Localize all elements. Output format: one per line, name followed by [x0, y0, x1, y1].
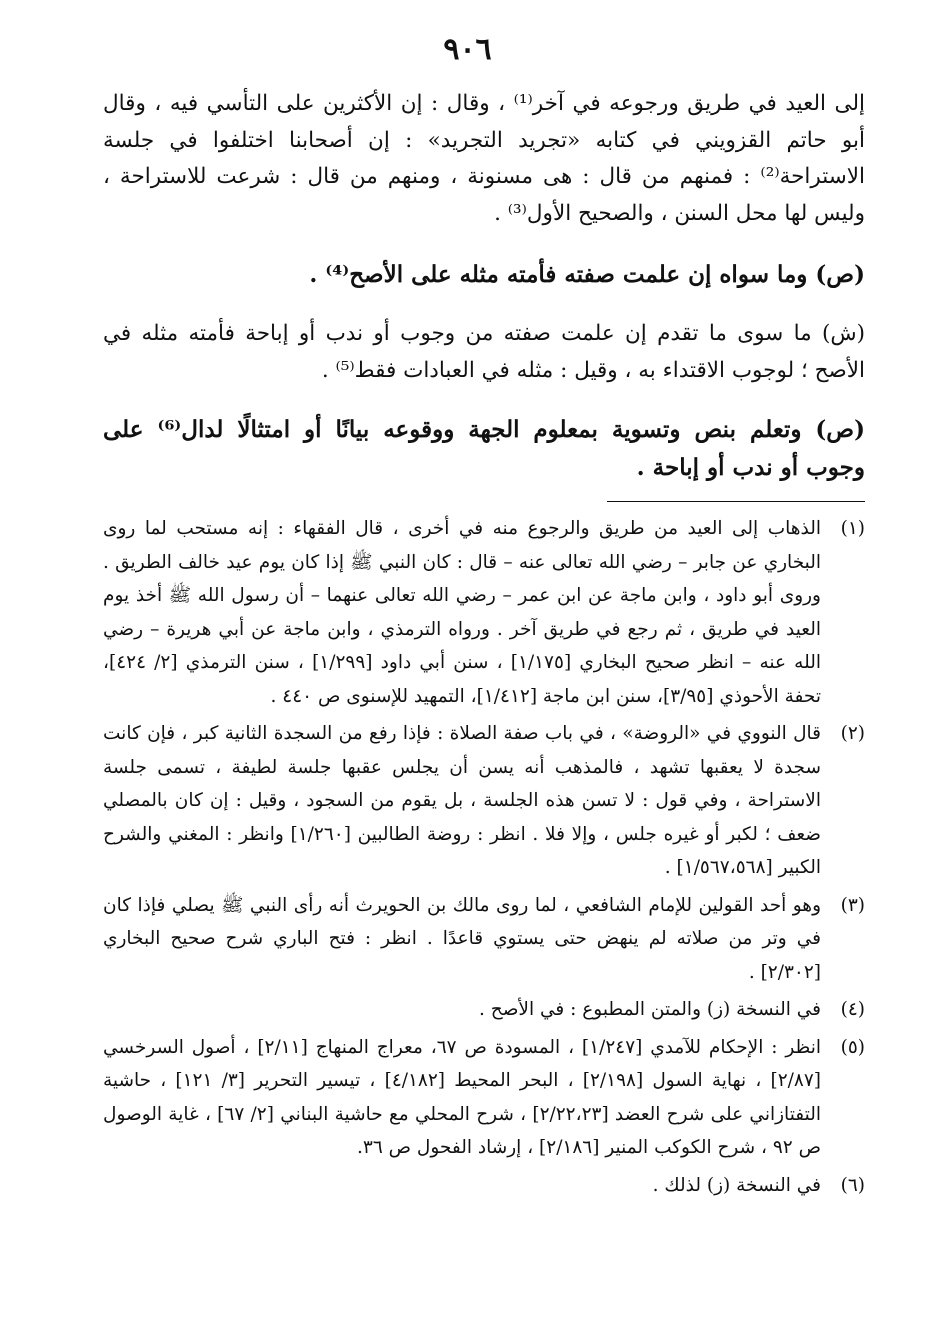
- matn-paragraph-1: (ص) وما سواه إن علمت صفته فأمته مثله على الأصح⁽⁴⁾ .: [309, 261, 865, 288]
- footnote-number: (١): [840, 518, 865, 539]
- footnote-5: [103, 1031, 865, 1165]
- footnote-number: (٦): [840, 1174, 865, 1196]
- footnote-1: [103, 512, 865, 713]
- page-number: ٩٠٦: [443, 32, 492, 67]
- matn-paragraph-2: (ص) وتعلم بنص وتسوية بمعلوم الجهة ووقوعه بيانًا أو امتثالًا لدال⁽⁶⁾ على وجوب أو ندب أو إباحة .: [103, 416, 865, 481]
- footnote-number: (٥): [840, 1036, 865, 1058]
- footnotes: [103, 512, 865, 1202]
- footnote-text: الذهاب إلى العيد من طريق والرجوع منه في أخرى ، قال الفقهاء : إنه مستحب لما روى البخاري عن جابر – رضي الله تعالى عنه – قال : كان النبي ﷺ إذا كان يوم عيد خالف الطريق . وروى أبو داود ، وابن ماجة عن ابن عمر – رضي الله تعالى عنهما – أن رسول الله ﷺ أخذ يوم العيد في طريق ، ثم رجع في طريق آخر . ورواه الترمذي ، وابن ماجة عن أبي هريرة – رضي الله عنه – انظر صحيح البخاري [١/١٧٥] ، سنن أبي داود [١/٢٩٩] ، سنن الترمذي [٢/ ٤٢٤]، تحفة الأحوذي [٣/٩٥]، سنن ابن ماجة [١/٤١٢]، التمهيد للإسنوى ص ٤٤٠ .: [103, 518, 821, 707]
- footnote-number: (٣): [840, 894, 865, 916]
- footnote-text: في النسخة (ز) والمتن المطبوع : في الأصح .: [478, 999, 821, 1020]
- footnote-text: قال النووي في «الروضة» ، في باب صفة الصلاة : فإذا رفع من السجدة الثانية كبر ، فإن كانت سجدة لا يعقبها تشهد ، فالمذهب أنه يسن أن يجلس عقبها جلسة لطيفة ، تسمى جلسة الاستراحة ، وفي قول : لا تسن هذه الجلسة ، بل يقوم من السجود ، وقيل : إن كان بالمصلي ضعف ؛ لكبر أو غيره جلس ، وإلا فلا . انظر : روضة الطالبين [١/٢٦٠] وانظر : المغني والشرح الكبير [١/٥٦٧،٥٦٨] .: [103, 723, 822, 878]
- footnote-2: [103, 717, 865, 885]
- footnote-separator: [607, 501, 865, 502]
- footnote-3: [103, 889, 865, 990]
- footnote-6: [103, 1169, 865, 1203]
- footnote-4: [103, 993, 865, 1027]
- footnote-number: (٤): [840, 999, 865, 1020]
- main-text: [103, 86, 865, 1206]
- main-paragraph-1: إلى العيد في طريق ورجوعه في آخر⁽¹⁾ ، وقال : إن الأكثرين على التأسي فيه ، وقال أبو حاتم القزويني في كتابه «تجريد التجريد» : إن أصحابنا اختلفوا في جلسة الاستراحة⁽²⁾ : فمنهم من قال : هى مسنونة ، ومنهم من قال : شرعت للاستراحة ، وليس لها محل السنن ، والصحيح الأول⁽³⁾ .: [103, 91, 865, 226]
- footnote-text: انظر : الإحكام للآمدي [١/٢٤٧] ، المسودة ص ٦٧، معراج المنهاج [٢/١١] ، أصول السرخسي [٢/٨٧] ، نهاية السول [٢/١٩٨] ، البحر المحيط [٤/١٨٢] ، تيسير التحرير [٣/ ١٢١] ، حاشية التفتازاني على شرح العضد [٢/٢٢،٢٣] ، شرح المحلي مع حاشية البناني [٢/ ٦٧] ، غاية الوصول ص ٩٢ ، شرح الكوكب المنير [٢/١٨٦] ، إرشاد الفحول ص ٣٦.: [103, 1036, 822, 1158]
- footnote-number: (٢): [840, 723, 865, 744]
- footnote-text: في النسخة (ز) لذلك .: [652, 1174, 821, 1196]
- footnote-text: وهو أحد القولين للإمام الشافعي ، لما روى مالك بن الحويرث أنه رأى النبي ﷺ يصلي فإذا كان في وتر من صلاته لم ينهض حتى يستوي قاعدًا . انظر : فتح الباري شرح صحيح البخاري [٢/٣٠٢] .: [103, 894, 821, 983]
- sharh-paragraph-1: (ش) ما سوى ما تقدم إن علمت صفته من وجوب أو ندب أو إباحة فأمته مثله في الأصح ؛ لوجوب الاقتداء به ، وقيل : مثله في العبادات فقط⁽⁵⁾ .: [103, 321, 865, 383]
